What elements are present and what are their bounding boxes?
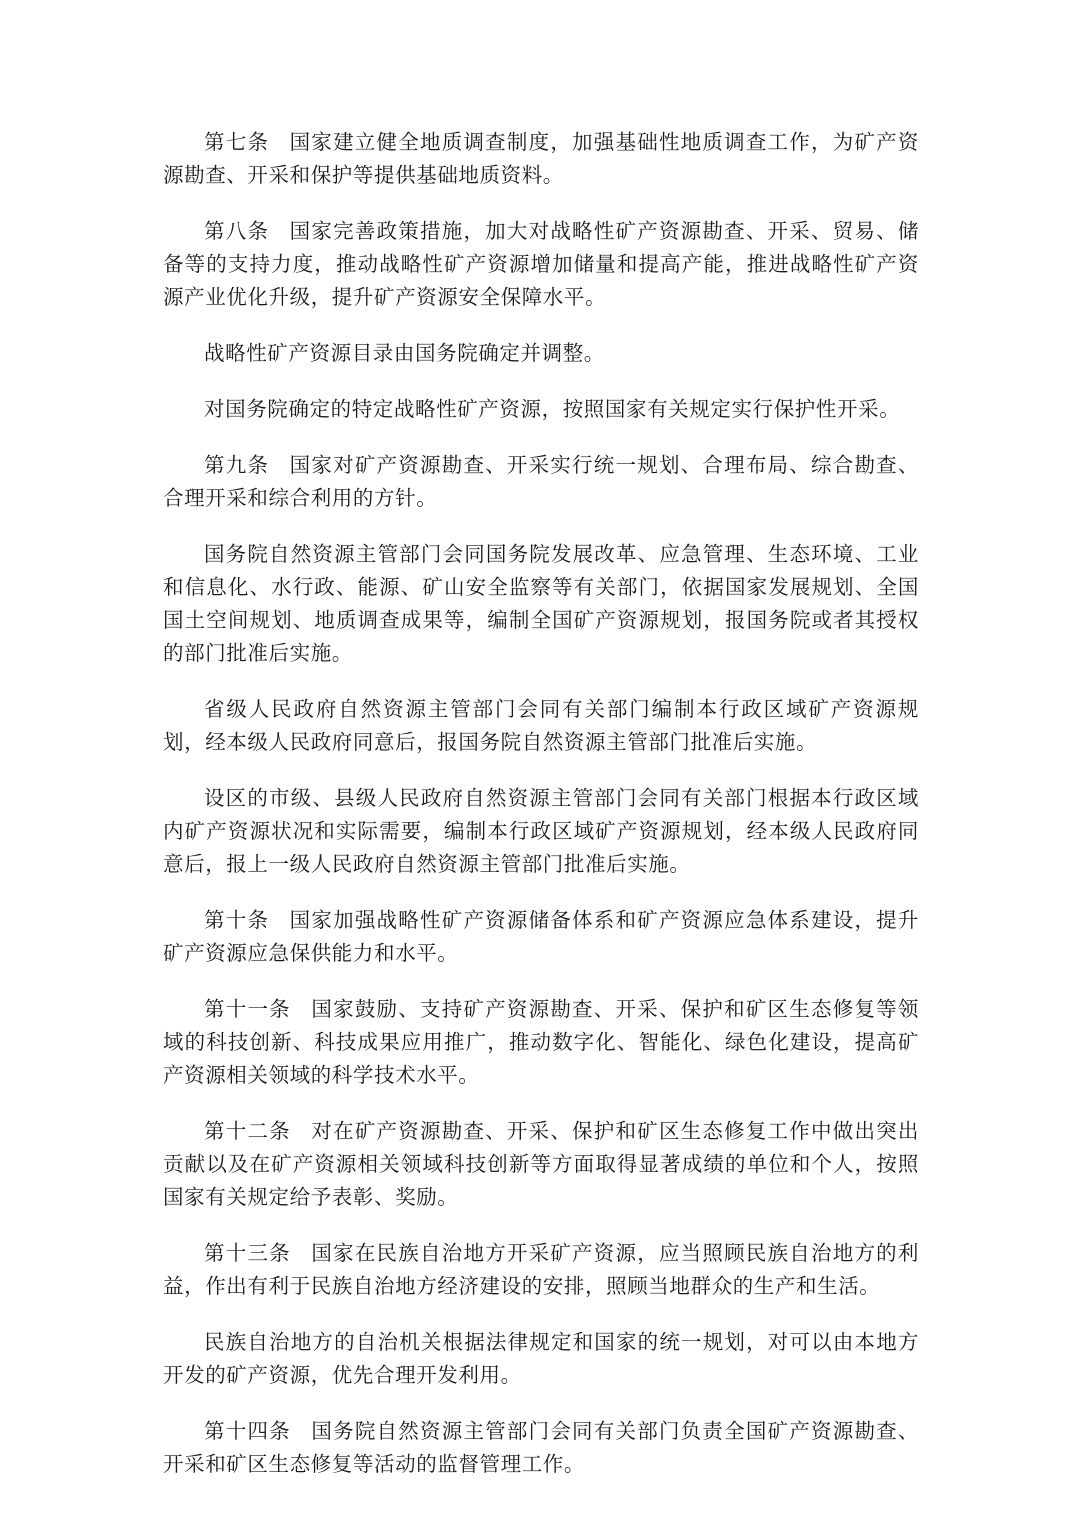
- article-number: 第九条: [204, 453, 270, 477]
- article-number: 第十一条: [204, 997, 291, 1021]
- paragraph-text: 国家对矿产资源勘查、开采实行统一规划、合理布局、综合勘查、合理开采和综合利用的方针。: [163, 453, 919, 510]
- paragraph-article-14: [163, 1415, 919, 1481]
- paragraph-article-9-2: [163, 538, 919, 670]
- paragraph-article-9: [163, 449, 919, 515]
- article-number: 第八条: [204, 219, 270, 243]
- paragraph-text: 对国务院确定的特定战略性矿产资源，按照国家有关规定实行保护性开采。: [204, 397, 901, 421]
- paragraph-article-10: [163, 904, 919, 970]
- paragraph-article-11: [163, 993, 919, 1092]
- article-number: 第十二条: [204, 1119, 291, 1143]
- paragraph-article-9-3: [163, 693, 919, 759]
- paragraph-article-9-4: [163, 782, 919, 881]
- paragraph-article-8-3: [163, 393, 919, 426]
- paragraph-text: 国家加强战略性矿产资源储备体系和矿产资源应急体系建设，提升矿产资源应急保供能力和水平。: [163, 908, 919, 965]
- paragraph-article-8: [163, 215, 919, 314]
- paragraph-text: 国务院自然资源主管部门会同国务院发展改革、应急管理、生态环境、工业和信息化、水行政、能源、矿山安全监察等有关部门，依据国家发展规划、全国国土空间规划、地质调查成果等，编制全国矿产资源规划，报国务院或者其授权的部门批准后实施。: [163, 542, 919, 665]
- paragraph-text: 国家完善政策措施，加大对战略性矿产资源勘查、开采、贸易、储备等的支持力度，推动战略性矿产资源增加储量和提高产能，推进战略性矿产资源产业优化升级，提升矿产资源安全保障水平。: [163, 219, 919, 309]
- paragraph-article-8-2: [163, 337, 919, 370]
- paragraph-text: 省级人民政府自然资源主管部门会同有关部门编制本行政区域矿产资源规划，经本级人民政府同意后，报国务院自然资源主管部门批准后实施。: [163, 697, 919, 754]
- article-number: 第十条: [204, 908, 270, 932]
- paragraph-article-13: [163, 1237, 919, 1303]
- article-number: 第七条: [204, 130, 270, 154]
- paragraph-article-7: [163, 126, 919, 192]
- paragraph-text: 民族自治地方的自治机关根据法律规定和国家的统一规划，对可以由本地方开发的矿产资源，优先合理开发利用。: [163, 1330, 919, 1387]
- paragraph-text: 国家建立健全地质调查制度，加强基础性地质调查工作，为矿产资源勘查、开采和保护等提供基础地质资料。: [163, 130, 919, 187]
- article-number: 第十四条: [204, 1419, 291, 1443]
- paragraph-text: 设区的市级、县级人民政府自然资源主管部门会同有关部门根据本行政区域内矿产资源状况和实际需要，编制本行政区域矿产资源规划，经本级人民政府同意后，报上一级人民政府自然资源主管部门批准后实施。: [163, 786, 919, 876]
- paragraph-text: 国家在民族自治地方开采矿产资源，应当照顾民族自治地方的利益，作出有利于民族自治地方经济建设的安排，照顾当地群众的生产和生活。: [163, 1241, 919, 1298]
- paragraph-article-12: [163, 1115, 919, 1214]
- paragraph-text: 国务院自然资源主管部门会同有关部门负责全国矿产资源勘查、开采和矿区生态修复等活动的监督管理工作。: [163, 1419, 919, 1476]
- paragraph-text: 国家鼓励、支持矿产资源勘查、开采、保护和矿区生态修复等领域的科技创新、科技成果应用推广，推动数字化、智能化、绿色化建设，提高矿产资源相关领域的科学技术水平。: [163, 997, 919, 1087]
- paragraph-article-13-2: [163, 1326, 919, 1392]
- paragraph-text: 战略性矿产资源目录由国务院确定并调整。: [204, 341, 605, 365]
- document-page: [163, 126, 919, 1504]
- paragraph-text: 对在矿产资源勘查、开采、保护和矿区生态修复工作中做出突出贡献以及在矿产资源相关领域科技创新等方面取得显著成绩的单位和个人，按照国家有关规定给予表彰、奖励。: [163, 1119, 919, 1209]
- article-number: 第十三条: [204, 1241, 291, 1265]
